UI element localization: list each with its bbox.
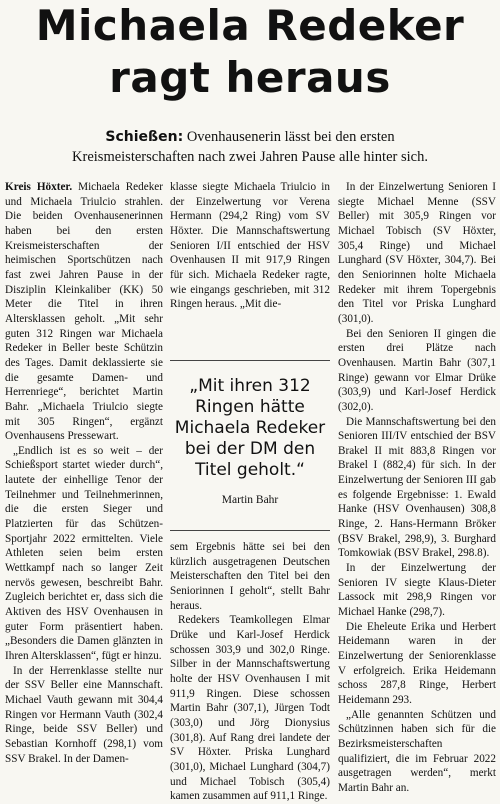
column-1-paragraph-1-text: Michaela Redeker und Michaela Triulcio strahlen. Die beiden Ovenhausenerinnen haben bei den ersten Kreismeisterschaften der heimischen Sportschützen nach fast zwei Jahren Pause in der Disziplin Kleinkaliber (KK) 50 Meter die Titel in ihren Altersklassen geholt. „Mit sehr guten 312 Ringen war Michaela Redeker in Beller beste Schützin des Tages. Damit deklassierte sie die gesamte Damen- und Herrenriege“, berichtet Martin Bahr. „Michaela Triulcio siegte mit 305 Ringen“, ergänzt Ovenhausens Pressewart. [5, 181, 163, 443]
column-3-paragraph-6: „Alle genannten Schützen und Schützinnen haben sich für die Bezirksmeisterschaften qualifiziert, die im Februar 2022 ausgetragen werden“, merkt Martin Bahr an. [338, 708, 496, 794]
column-3-paragraph-1: In der Einzelwertung Senioren I siegte Michael Menne (SSV Beller) mit 305,9 Ringen vor Michael Tobisch (SV Höxter, 305,4 Ringe) und Michael Lunghard (SV Höxter, 304,7). Bei den Seniorinnen holte Michaela Redeker mit ihrem Topergebnis den Titel vor Priska Lunghard (301,0). [338, 181, 496, 325]
subheadline-kicker: Schießen: [105, 129, 184, 145]
subheadline-line-2: Kreismeisterschaften nach zwei Jahren Pause alle hinter sich. [72, 149, 428, 165]
column-2-paragraph-2: sem Ergebnis hätte sei bei den kürzlich ausgetragenen Deutschen Meisterschaften den Titel bei den Seniorinnen I geholt“, stellt Bahr heraus. [170, 541, 330, 612]
pull-quote-bottom-rule [170, 530, 330, 531]
column-3-paragraph-2: Bei den Senioren II gingen die ersten drei Plätze nach Ovenhausen. Martin Bahr (307,1 Ringe) gewann vor Elmar Drüke (303,9) und Karl-Josef Herdick (302,0). [338, 327, 496, 413]
article-column-3 [338, 180, 496, 796]
subheadline-line-1 [0, 128, 500, 147]
article-column-2-top [170, 180, 330, 312]
column-1-paragraph-3: In der Herrenklasse stellte nur der SSV Beller eine Mannschaft. Michael Vauth gewann mit 304,4 Ringen vor Hermann Vauth (302,4 Ringe, beide SSV Beller) und Sebastian Kornhoff (298,1) vom SSV Brakel. In der Damen- [5, 664, 163, 765]
column-1-paragraph-1 [5, 180, 163, 444]
dateline: Kreis Höxter. [5, 181, 73, 193]
pull-quote-author: Martin Bahr [221, 494, 279, 506]
column-3-paragraph-5: Die Eheleute Erika und Herbert Heidemann waren in der Einzelwertung der Seniorenklasse V erfolgreich. Erika Heidemann schoss 287,8 Ringe, Herbert Heidemann 293. [338, 620, 496, 706]
article-column-1 [5, 180, 163, 766]
column-2-paragraph-1: klasse siegte Michaela Triulcio in der Einzelwertung vor Verena Hermann (294,2 Ring) vom SV Höxter. Die Mannschaftswertung Senioren I/II entschied der HSV Ovenhausen II mit 917,9 Ringen für sich. Michaela Redeker ragte, wie eingangs geschrieben, mit 312 Ringen heraus. „Mit die- [170, 181, 330, 311]
article-column-2-bottom [170, 540, 330, 804]
column-3-paragraph-3: Die Mannschaftswertung bei den Senioren III/IV entschied der BSV Brakel II mit 883,8 Ringen vor Brakel I (882,4) für sich. In der Einzelwertung der Senioren III gab es folgende Ergebnisse: 1. Ewald Hanke (HSV Ovenhausen) 308,8 Ringe, 2. Hans-Hermann Bröker (BSV Brakel, 298,9), 3. Burghard Tomkowiak (BSV Brakel, 298.8). [338, 415, 496, 560]
pull-quote-text: „Mit ihren 312 Ringen hätte Michaela Redeker bei der DM den Titel geholt.“ [174, 376, 326, 480]
column-2-paragraph-3: Redekers Teamkollegen Elmar Drüke und Karl-Josef Herdick schossen 303,9 und 302,0 Ringe. Silber in der Mannschaftswertung holte der HSV Ovenhausen I mit 911,9 Ringen. Diese schossen Martin Bahr (307,1), Jürgen Todt (303,0) und Jörg Dionysius (301,8). Auf Rang drei landete der SV Höxter. Priska Lunghard (301,0), Michael Lunghard (304,7) und Michael Tobisch (305,4) kamen zusammen auf 911,1 Ringe. [170, 614, 330, 803]
column-1-paragraph-2: „Endlich ist es so weit – der Schießsport startet wieder durch“, lautete der einhellige Tenor der Teilnehmer und Teilnehmerinnen, die die ersten Sieger und Platzierten für das Schützen-Sportjahr 2022 ermittelten. Viele Athleten seien beim ersten Wettkampf nach so langer Zeit nervös gewesen, beschreibt Bahr. Zugleich berichtet er, dass sich die Aktiven des HSV Ovenhausen in guter Form präsentiert haben. „Besonders die Damen glänzten in Ihren Altersklassen“, fügt er hinzu. [5, 444, 163, 662]
subheadline-text-1: Ovenhausenerin lässt bei den ersten [183, 129, 395, 145]
pull-quote [170, 360, 330, 530]
pull-quote-top-rule [170, 360, 330, 361]
headline-line-2: ragt heraus [109, 53, 391, 102]
column-3-paragraph-4: In der Einzelwertung der Senioren IV siegte Klaus-Dieter Lassock mit 298,9 Ringen vor Michael Hanke (298,7). [338, 562, 496, 619]
headline-line-1: Michaela Redeker [35, 1, 465, 50]
